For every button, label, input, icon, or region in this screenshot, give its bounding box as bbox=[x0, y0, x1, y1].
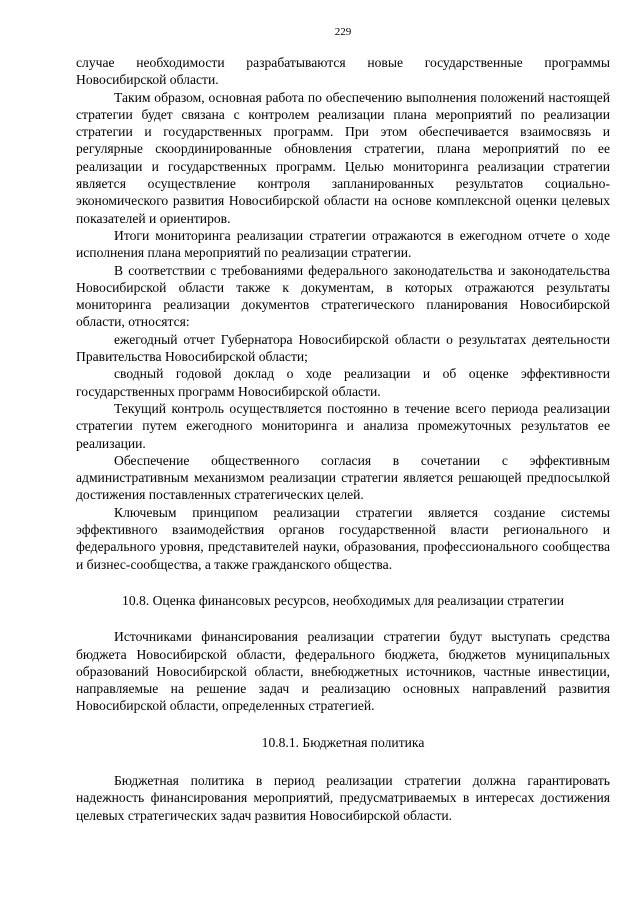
page-number: 229 bbox=[334, 26, 352, 38]
paragraph: Бюджетная политика в период реализации стратегии должна гарантировать надежность финансирования мероприятий, предусматриваемых в интересах достижения целевых стратегических задач развития Новосибирской области. bbox=[76, 772, 610, 823]
paragraph: ежегодный отчет Губернатора Новосибирской области о результатах деятельности Правительства Новосибирской области; bbox=[76, 331, 610, 365]
paragraph: В соответствии с требованиями федерального законодательства и законодательства Новосибирской области также к документам, в которых отражаются результаты мониторинга реализации документов стратегического планирования Новосибирской области, относятся: bbox=[76, 262, 610, 330]
paragraph: сводный годовой доклад о ходе реализации и об оценке эффективности государственных программ Новосибирской области. bbox=[76, 366, 610, 399]
paragraph: Итоги мониторинга реализации стратегии отражаются в ежегодном отчете о ходе исполнения плана мероприятий по реализации стратегии. bbox=[76, 227, 610, 261]
paragraph: Текущий контроль осуществляется постоянно в течение всего периода реализации стратегии путем ежегодного мониторинга и анализа промежуточных результатов ее реализации. bbox=[76, 400, 610, 451]
paragraph: Ключевым принципом реализации стратегии является создание системы эффективного взаимодействия органов государственной власти регионального и федерального уровня, представителей науки, образования, профессионального сообщества и бизнес-сообщества, а также гражданского общества. bbox=[76, 504, 610, 572]
section-heading: 10.8. Оценка финансовых ресурсов, необходимых для реализации стратегии bbox=[122, 592, 564, 608]
paragraph: Обеспечение общественного согласия в сочетании с эффективным административным механизмом реализации стратегии является решающей предпосылкой достижения поставленных стратегических целей. bbox=[76, 452, 610, 503]
paragraph: Источниками финансирования реализации стратегии будут выступать средства бюджета Новосибирской области, федерального бюджета, бюджетов муниципальных образований Новосибирской области, внебюджетных источников, частные инвестиции, направляемые на решение задач и реализацию основных направлений развития Новосибирской области, определенных стратегией. bbox=[76, 629, 610, 714]
subsection-heading: 10.8.1. Бюджетная политика bbox=[261, 734, 425, 750]
paragraph: Таким образом, основная работа по обеспечению выполнения положений настоящей стратегии будет связана с контролем реализации плана мероприятий по реализации стратегии и государственных программ. При этом обеспечивается взаимосвязь и регулярные скоординированные обновления стратегии, плана мероприятий по ее реализации и государственных программ. Целью мониторинга реализации стратегии является осуществление контроля запланированных результатов социально-экономического развития Новосибирской области на основе комплексной оценки целевых показателей и ориентиров. bbox=[76, 89, 610, 226]
document-page bbox=[76, 0, 610, 824]
paragraph: случае необходимости разрабатываются новые государственные программы Новосибирской области. bbox=[76, 55, 610, 88]
